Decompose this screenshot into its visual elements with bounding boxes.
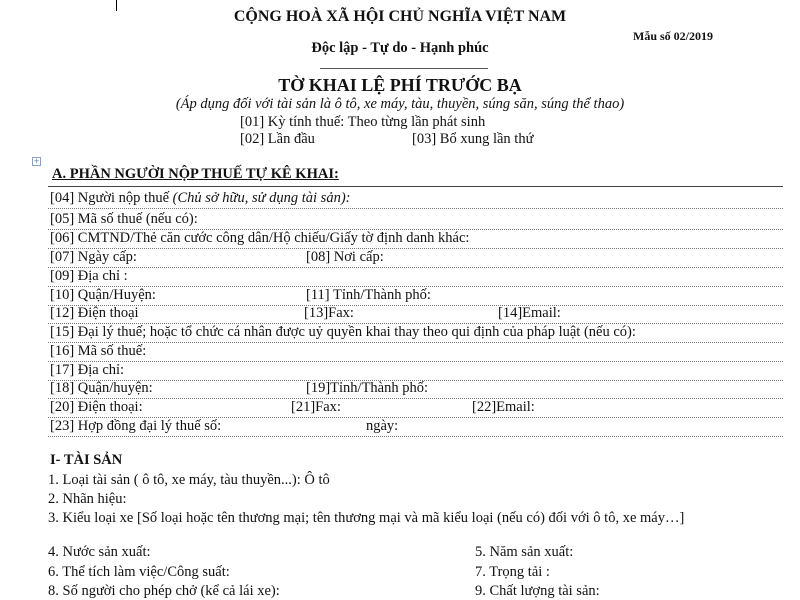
document-title: TỜ KHAI LỆ PHÍ TRƯỚC BẠ — [278, 75, 522, 95]
option-01-tax-period[interactable]: [01] Kỳ tính thuế: Theo từng lần phát sinh — [240, 114, 486, 130]
asset-item-8: 8. Số người cho phép chở (kể cả lái xe): — [48, 583, 280, 599]
field-row-20-22[interactable] — [48, 398, 783, 418]
field-12-label: [12] Điện thoại — [50, 305, 139, 321]
field-row-23[interactable] — [48, 417, 783, 437]
option-02-first-time[interactable]: [02] Lần đầu — [240, 131, 315, 147]
field-row-18-19[interactable] — [48, 379, 783, 399]
field-23-label: [23] Hợp đồng đại lý thuế số: — [50, 418, 222, 434]
field-19-label: [19]Tỉnh/Thành phố: — [306, 380, 429, 396]
field-16-label: [16] Mã số thuế: — [50, 343, 147, 359]
field-18-label: [18] Quận/huyện: — [50, 380, 153, 396]
field-22-label: [22]Email: — [472, 399, 535, 415]
field-05-label: [05] Mã số thuế (nếu có): — [50, 211, 198, 227]
field-08-label: [08] Nơi cấp: — [306, 249, 384, 265]
field-10-label: [10] Quận/Huyện: — [50, 287, 156, 303]
field-09-label: [09] Địa chỉ : — [50, 268, 128, 284]
asset-item-5: 5. Năm sản xuất: — [475, 544, 574, 560]
table-move-icon[interactable]: + — [33, 157, 40, 165]
section-i-title: I- TÀI SẢN — [50, 452, 123, 468]
nation-heading: CỘNG HOÀ XÃ HỘI CHỦ NGHĨA VIỆT NAM — [233, 8, 567, 25]
asset-item-1: 1. Loại tài sản ( ô tô, xe máy, tàu thuyền...): Ô tô — [48, 472, 330, 488]
field-14-label: [14]Email: — [498, 305, 561, 321]
option-03-supplement[interactable]: [03] Bổ xung lần thứ — [412, 131, 534, 147]
asset-item-7: 7. Trọng tải : — [475, 564, 550, 580]
section-a-divider — [48, 186, 783, 187]
field-04-label: [04] Người nộp thuế (Chủ sở hữu, sử dụng tài sản): — [50, 190, 351, 206]
motto: Độc lập - Tự do - Hạnh phúc — [311, 40, 489, 56]
field-23-date-label: ngày: — [366, 418, 399, 434]
field-row-17[interactable] — [48, 361, 783, 381]
field-17-label: [17] Địa chỉ: — [50, 362, 125, 378]
section-a-title: A. PHẦN NGƯỜI NỘP THUẾ TỰ KÊ KHAI: — [52, 166, 339, 182]
field-13-label: [13]Fax: — [304, 305, 354, 321]
field-row-10-11[interactable] — [48, 286, 783, 306]
asset-item-6: 6. Thể tích làm việc/Công suất: — [48, 564, 230, 580]
field-row-07-08[interactable] — [48, 248, 783, 268]
field-21-label: [21]Fax: — [291, 399, 341, 415]
field-06-label: [06] CMTND/Thẻ căn cước công dân/Hộ chiếu/Giấy tờ định danh khác: — [50, 230, 470, 246]
field-11-label: [11] Tỉnh/Thành phố: — [306, 287, 431, 303]
asset-item-2: 2. Nhãn hiệu: — [48, 491, 127, 507]
motto-underline — [320, 68, 488, 69]
field-15-label: [15] Đại lý thuế; hoặc tổ chức cá nhân được uỷ quyền khai thay theo qui định của pháp luật (nếu có): — [50, 324, 636, 340]
field-20-label: [20] Điện thoại: — [50, 399, 143, 415]
asset-item-9: 9. Chất lượng tài sản: — [475, 583, 600, 599]
field-row-12-14[interactable] — [48, 304, 783, 324]
asset-item-4: 4. Nước sản xuất: — [48, 544, 151, 560]
document-subtitle: (Áp dụng đối với tài sản là ô tô, xe máy, tàu, thuyền, súng săn, súng thể thao) — [175, 96, 625, 112]
field-07-label: [07] Ngày cấp: — [50, 249, 137, 265]
field-row-15[interactable] — [48, 323, 783, 343]
asset-item-3: 3. Kiểu loại xe [Số loại hoặc tên thương mại; tên thương mại và mã kiểu loại (nếu có) đối với ô tô, xe máy…] — [48, 510, 685, 526]
field-row-04 — [48, 189, 783, 209]
field-row-16[interactable] — [48, 342, 783, 362]
field-row-06[interactable] — [48, 229, 783, 249]
field-row-09[interactable] — [48, 267, 783, 287]
field-row-05[interactable] — [48, 210, 783, 230]
form-number: Mẫu số 02/2019 — [633, 29, 714, 43]
